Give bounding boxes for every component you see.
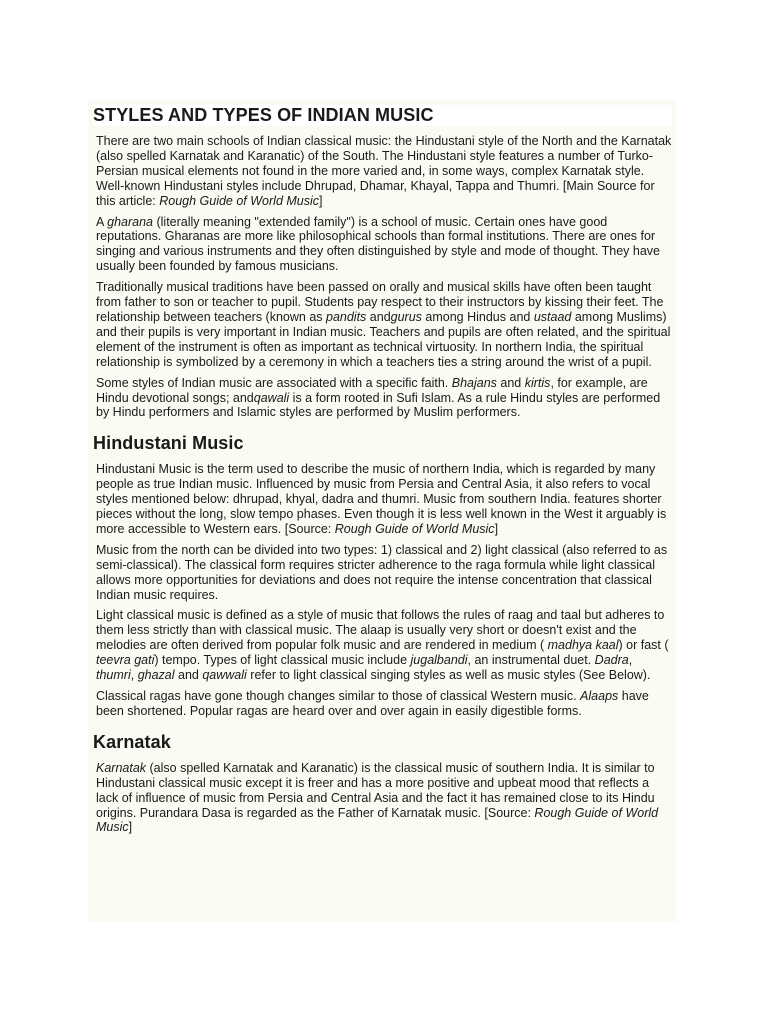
- intro-paragraph-3: Traditionally musical traditions have been passed on orally and musical skills have often been taught from father to son or teacher to pupil. Students pay respect to their instructors by kissing their feet. The relationship between teachers (known as pandits andgurus among Hindus and ustaad among Muslims) and their pupils is very important in Indian music. Teachers and pupils are often related, and the spiritual element of the instrument is often as important as technical virtuosity. In northern India, the spiritual relationship is symbolized by a ceremony in which a teachers ties a string around the wrist of a pupil.: [96, 280, 671, 369]
- page-title: STYLES AND TYPES OF INDIAN MUSIC: [93, 105, 672, 126]
- document-page: [88, 100, 676, 922]
- intro-paragraph-4: Some styles of Indian music are associated with a specific faith. Bhajans and kirtis, for example, are Hindu devotional songs; andqawali is a form rooted in Sufi Islam. As a rule Hindu styles are performed by Hindu performers and Islamic styles are performed by Muslim performers.: [96, 375, 661, 420]
- intro-paragraph-2: A gharana (literally meaning "extended family") is a school of music. Certain ones have good reputations. Gharanas are more like philosophical schools than formal institutions. There are ones for singing and various instruments and they often distinguished by style and mode of thought. They have usually been founded by famous musicians.: [96, 214, 661, 274]
- hindustani-paragraph-4: Classical ragas have gone though changes similar to those of classical Western music. Alaaps have been shortened. Popular ragas are heard over and over again in easily digestible forms.: [96, 689, 649, 718]
- document-body: [88, 105, 676, 835]
- intro-paragraph-1: There are two main schools of Indian classical music: the Hindustani style of the North and the Karnatak (also spelled Karnatak and Karanatic) of the South. The Hindustani style features a number of Turko-Persian musical elements not found in the more varied and, in some ways, complex Karnatak style. Well-known Hindustani styles include Dhrupad, Dhamar, Khayal, Tappa and Thumri. [Main Source for this article: Rough Guide of World Music]: [96, 134, 672, 208]
- hindustani-paragraph-1: Hindustani Music is the term used to describe the music of northern India, which is regarded by many people as true Indian music. Influenced by music from Persia and Central Asia, it also refers to vocal styles mentioned below: dhrupad, khyal, dadra and thumri. Music from southern India. features shorter pieces without the long, slow tempo phases. Even though it is less well known in the West it arguably is more accessible to Western ears. [Source: Rough Guide of World Music]: [96, 462, 667, 536]
- section-heading-karnatak: Karnatak: [93, 731, 171, 752]
- hindustani-paragraph-2: Music from the north can be divided into two types: 1) classical and 2) light classical (also referred to as semi-classical). The classical form requires stricter adherence to the raga formula while light classical allows more opportunities for deviations and does not require the intense concentration that classical Indian music requires.: [96, 542, 668, 602]
- hindustani-paragraph-3: Light classical music is defined as a style of music that follows the rules of raag and taal but adheres to them less strictly than with classical music. The alaap is usually very short or doesn't exist and the melodies are often derived from popular folk music and are rendered in medium ( madhya kaal) or fast ( teevra gati) tempo. Types of light classical music include jugalbandi, an instrumental duet. Dadra, thumri, ghazal and qawwali refer to light classical singing styles as well as music styles (See Below).: [96, 608, 669, 683]
- section-heading-hindustani: Hindustani Music: [93, 433, 244, 454]
- karnatak-paragraph-1: Karnatak (also spelled Karnatak and Karanatic) is the classical music of southern India. It is similar to Hindustani classical music except it is freer and has a more positive and upbeat mood that reflects a lack of influence of music from Persia and Central Asia and the fact it has remained close to its Hindu origins. Purandara Dasa is regarded as the Father of Karnatak music. [Source: Rough Guide of World Music]: [96, 760, 659, 835]
